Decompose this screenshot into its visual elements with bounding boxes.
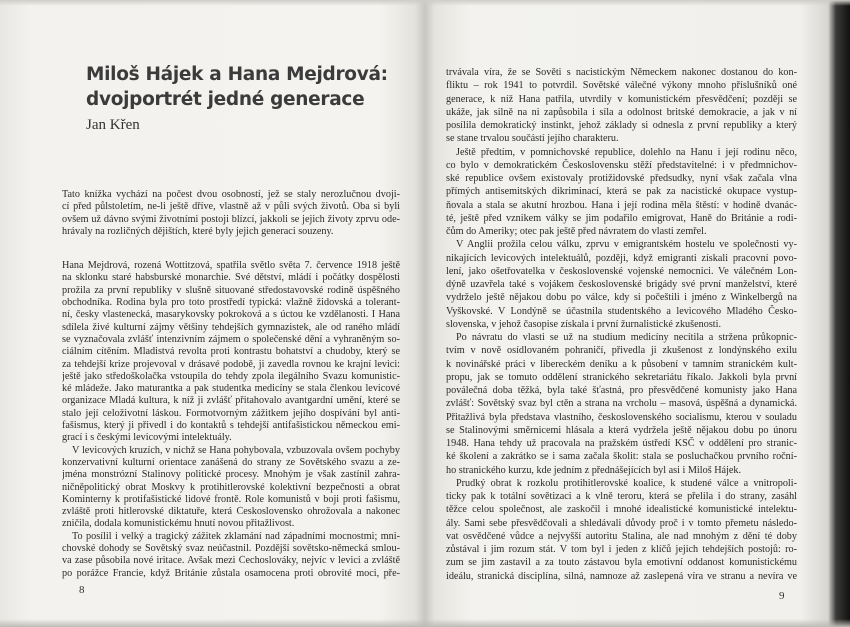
text-line: Tato knížka vychází na počest dvou osobností, jež se staly nerozlučnou dvoji- [62, 189, 400, 200]
scan-top-edge [0, 0, 850, 6]
text-line: posílila demokratický instinkt, jehož základy si odnesla z první republiky a který [446, 120, 797, 131]
text-line: po porážce Francie, když Británie zůstala osamocena proti obrovité moci, pře- [62, 567, 400, 579]
text-line: Po návratu do vlasti se už na studium medicíny necítila a stržena průkopnic- [456, 332, 797, 343]
text-line: 1948. Hana tehdy už pracovala na pražském ústředí KSČ v oddělení pro stranic- [446, 438, 797, 449]
text-line: ské republice ovšem existovaly protižidovské předsudky, nyní však začala vlna [446, 173, 797, 184]
text-line: ticky pak k totální sovětizaci a k vlně teroru, která se přelila i do strany, zasáhl [446, 491, 797, 502]
text-line: za tehdejší krize projevoval v drásavé podobě, ji zavedla rovnou ke krajní levici: [62, 358, 400, 370]
page-number-left: 8 [79, 584, 85, 596]
paragraph [446, 238, 797, 331]
text-line: ničněpolitický obrat Moskvy k protihitlerovské kolektivní bezpečnosti a obrat [62, 481, 400, 493]
text-line: propu, jak se tomuto oddělení stranického sekretariátu říkalo. Jakkoli byla první [446, 371, 797, 383]
text-line: ké školení a zakrátko se i sama začala školit: stala se posluchačkou prvního roční- [446, 451, 797, 463]
text-line: ké mládeže. Jako maturantka a pak studentka medicíny se stala členkou levicové [62, 383, 400, 395]
chapter-title-line: dvojportrét jedné generace [86, 89, 365, 110]
text-line: ho stranického kurzu, kde jedním z přednášejících byl asi i Miloš Hájek. [446, 464, 742, 476]
text-line: se stane trvalou součástí jejího charakteru. [446, 133, 619, 145]
text-line: jména monstrózní Stalinovy politické procesy. Mnohým je však zastínil zahra- [62, 469, 400, 481]
text-line: se Stalinovými směrnicemi hlásala a která vydržela ještě nějakou dobu po únoru [446, 424, 797, 436]
text-line: zůstával i jim rozum stát. V tom byl i jeden z klíčů jejich tehdejších postojů: ro- [446, 544, 797, 555]
paragraph [62, 260, 400, 444]
text-line: zničila, dodala komunistickému hnutí novou přitažlivost. [62, 518, 295, 530]
text-line: ještě jako středoškolačka vstoupila do tehdy zpola ilegálního Svazu komunistic- [62, 370, 400, 382]
text-line: prožila za první republiky v slušně situované středostavovské rodině úspěšného [62, 284, 400, 296]
text-line: Vyškovské. V Londýně se účastnila studentského a levicového Mladého Česko- [446, 305, 797, 317]
text-line: va zase působila nové iritace. Avšak mezi Čechoslováky, nejvíc v levici a zvláště [62, 555, 400, 567]
paragraph [446, 477, 797, 583]
text-line: zum se jim zastavil a za touto zástavou byla emotivní oddanost komunistickému [446, 557, 797, 569]
text-line: ciálním cítěním. Mladistvá revolta proti kontrastu bohatství a chudoby, který se [62, 346, 400, 358]
scan-bottom-edge [0, 619, 850, 627]
text-line: V levicových kruzích, v nichž se Hana pohybovala, vzbuzovala ovšem pochyby [72, 444, 400, 456]
text-line: Ještě předtím, v pomnichovské republice, dolehlo na Hanu i její rodinu něco, [456, 146, 797, 158]
text-line: stalo její celoživotní láskou. Formotvorným zážitkem jejího dospívání byl anti- [62, 407, 400, 419]
chapter-title-line: Miloš Hájek a Hana Mejdrová: [86, 64, 388, 85]
text-line: dýně uzavřela také s vojákem československé brigády své první manželství, které [446, 279, 797, 290]
text-line: ní, česky vlastenecká, masarykovsky pokroková a s úctou ke vzdělanosti. I Hana [62, 309, 400, 321]
text-line: Prudký obrat k rozkolu protihitlerovské koalice, k studené válce a vnitropoli- [456, 477, 797, 489]
text-line: generace, k níž Hana patřila, utvrdily v komunistickém přesvědčení; později se [446, 93, 797, 105]
text-line: čům do Ameriky; otec pak ještě před návratem do vlasti zemřel. [446, 226, 707, 237]
paragraph [62, 189, 400, 238]
text-line: Přitažlivá byla představa vlastního, československého socialismu, kterou v souladu [446, 411, 797, 423]
text-line: co bylo v demokratickém Československu stěží představitelné: i v předmnichov- [446, 159, 797, 171]
text-line: Kominterny k protifašistické lidové frontě. Role komunistů v boji proti fašismu, [62, 493, 400, 505]
text-line: lení, jako ošetřovatelka v československé vojenské nemocnici. Ve válečném Lon- [446, 265, 797, 277]
text-line: trvávala víra, že se Sověti s nacistickým Německem nakonec dostanou do kon- [446, 67, 797, 78]
text-line: nikajících levicových intelektuálů, později, když emigranti získali pracovní povo- [446, 252, 797, 264]
left-page-body [62, 189, 400, 580]
text-line: slovenska, v jehož časopise získala i první žurnalistické zkušenosti. [446, 318, 721, 330]
text-line: sdílela živé kulturní zájmy většiny tehdejších gymnazistek, ale od raného mládí [62, 321, 400, 333]
paragraph [446, 331, 797, 477]
text-line: grací i s českými levicovými intelektuály. [62, 432, 232, 444]
paragraph [446, 146, 797, 239]
paragraph [446, 66, 797, 146]
text-line: té, ještě před vznikem války se jim podařilo emigrovat, Haně do Británie a rodi- [446, 212, 797, 224]
text-line: k novinářské práci v libereckém deníku a k působení v tamním stranickém kult- [446, 358, 797, 370]
text-line: přímých antisemitských dikriminací, která se pak za nacistické okupace vystup- [446, 186, 797, 198]
paragraph [62, 445, 400, 531]
page-number-right: 9 [779, 590, 785, 602]
text-line: ovšem už dávno svými životními postoji blízcí, jakkoli se jejich životy zprvu ode- [62, 213, 400, 225]
chapter-title [86, 62, 388, 112]
text-line: ukáže, jak silně na ni zapůsobila i síla a odolnost britské demokracie, a jak v ní [446, 106, 797, 118]
text-line: organizace Mladá kultura, k níž ji zvlášť přitahovalo avantgardní umění, které se [62, 395, 400, 407]
right-page-body [446, 66, 797, 583]
text-line: zvláště proti hitlerovské diktatuře, která Československo ohrožovala a nakonec [62, 506, 400, 518]
text-line: V Anglii prožila celou válku, zprvu v emigrantském hostelu ve společnosti vy- [456, 239, 797, 251]
text-line: ideálu, stranická disciplína, silná, namnoze až zaslepená víra ve stranu a nevíra ve [446, 570, 797, 582]
text-line: se vyznačovala zvlášť intenzivním zájmem o společenské dění a vyhraněným so- [62, 333, 400, 345]
text-line: chovské dohody se Sovětský svaz neúčastnil. Pozdější sovětsko-německá smlou- [62, 543, 400, 555]
text-line: vat osvědčené vůdce a nejvyšší autoritu Stalina, ale nad mnohým z dění té doby [446, 530, 797, 542]
text-line: ňovala a stala se akutní hrozbou. Hana i její rodina měla štěstí: v hodině dvanác- [446, 199, 797, 211]
text-line: poválečná doba těžká, byla také šťastná, pro přesvědčené komunisty jako Hana [446, 385, 797, 396]
text-line: Hana Mejdrová, rozená Wottitzová, spatřila světlo světa 7. července 1918 ještě [62, 260, 400, 272]
text-line: obchodníka. Rodina byla pro toto prostředí typická: vlažně židovská a tolerant- [62, 297, 400, 309]
text-line: hrávaly na rozličných dějištích, které byly jejich generaci souzeny. [62, 225, 334, 237]
text-line: cí před půlstoletím, ne-li ještě dříve, vlastně až v půli svých životů. Oba si byli [62, 201, 400, 213]
paragraph [62, 531, 400, 580]
text-line: fliktu – rok 1941 to potvrdil. Sovětské válečné výkony mnoho příslušníků oné [446, 80, 797, 92]
text-line: vydrželo ještě nějakou dobu po válce, kdy si počeštili i jméno z Winkelbergů na [446, 292, 797, 304]
text-line: To posílil i velký a tragický zážitek zklamání nad západními mocnostmi; mni- [72, 530, 400, 542]
chapter-author: Jan Křen [86, 117, 140, 133]
text-line: tvím v nově osídlovaném pohraničí, přivedla ji zkušenost z londýnského exilu [446, 345, 797, 357]
text-line: fašismus, který ji přivedl i do kontaktů s tehdejší antifašistickou německou emi- [62, 420, 400, 432]
text-line: ály. Sami sebe přesvědčovali a shledávali důvody proč i v tomto přemetu následo- [446, 517, 797, 529]
text-line: na sklonku staré habsburské monarchie. Své dětství, mládí i počátky dospělosti [62, 272, 400, 284]
text-line: konzervativní kulturní orientace zanášená do strany ze Sovětského svazu a ze- [62, 456, 400, 468]
text-line: zvlášť: Sovětský svaz byl ctěn a strana na vrcholu – masová, úspěšná a dynamická. [446, 398, 797, 410]
text-line: těžce celou společnost, ale zaskočil i mnohé idealistické komunistické intelektu- [446, 504, 797, 516]
